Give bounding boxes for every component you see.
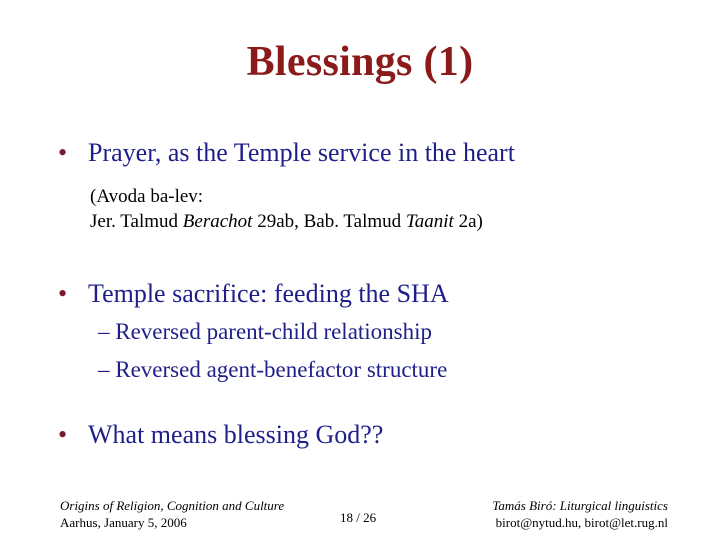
bullet-text: What means blessing God?? [88,420,384,449]
page-number: 18 / 26 [340,510,377,525]
slide-title: Blessings (1) [246,39,474,85]
bullet-marker: • [58,138,68,167]
note-line-1: (Avoda ba-lev: [90,186,204,207]
note-line-2: Jer. Talmud Berachot 29ab, Bab. Talmud Taanit 2a) [90,211,483,232]
subitem-agent-benefactor: – Reversed agent-benefactor structure [98,357,448,382]
bullet-text: Temple sacrifice: feeding the SHA [88,279,449,308]
conference-name: Origins of Religion, Cognition and Culture [60,498,285,513]
bullet-marker: • [58,420,68,449]
author-title: Tamás Biró: Liturgical linguistics [492,498,668,513]
conference-date: Aarhus, January 5, 2006 [60,515,187,530]
bullet-text: Prayer, as the Temple service in the heart [88,138,515,167]
bullet-temple-sacrifice [58,279,449,309]
talmud-note [90,184,483,234]
footer-left [60,497,284,531]
subitem-parent-child: – Reversed parent-child relationship [98,319,433,344]
bullet-prayer [58,138,515,168]
bullet-blessing-god [58,420,383,450]
bullet-marker: • [58,279,68,308]
footer-right [492,497,668,531]
author-emails: birot@nytud.hu, birot@let.rug.nl [495,515,668,530]
